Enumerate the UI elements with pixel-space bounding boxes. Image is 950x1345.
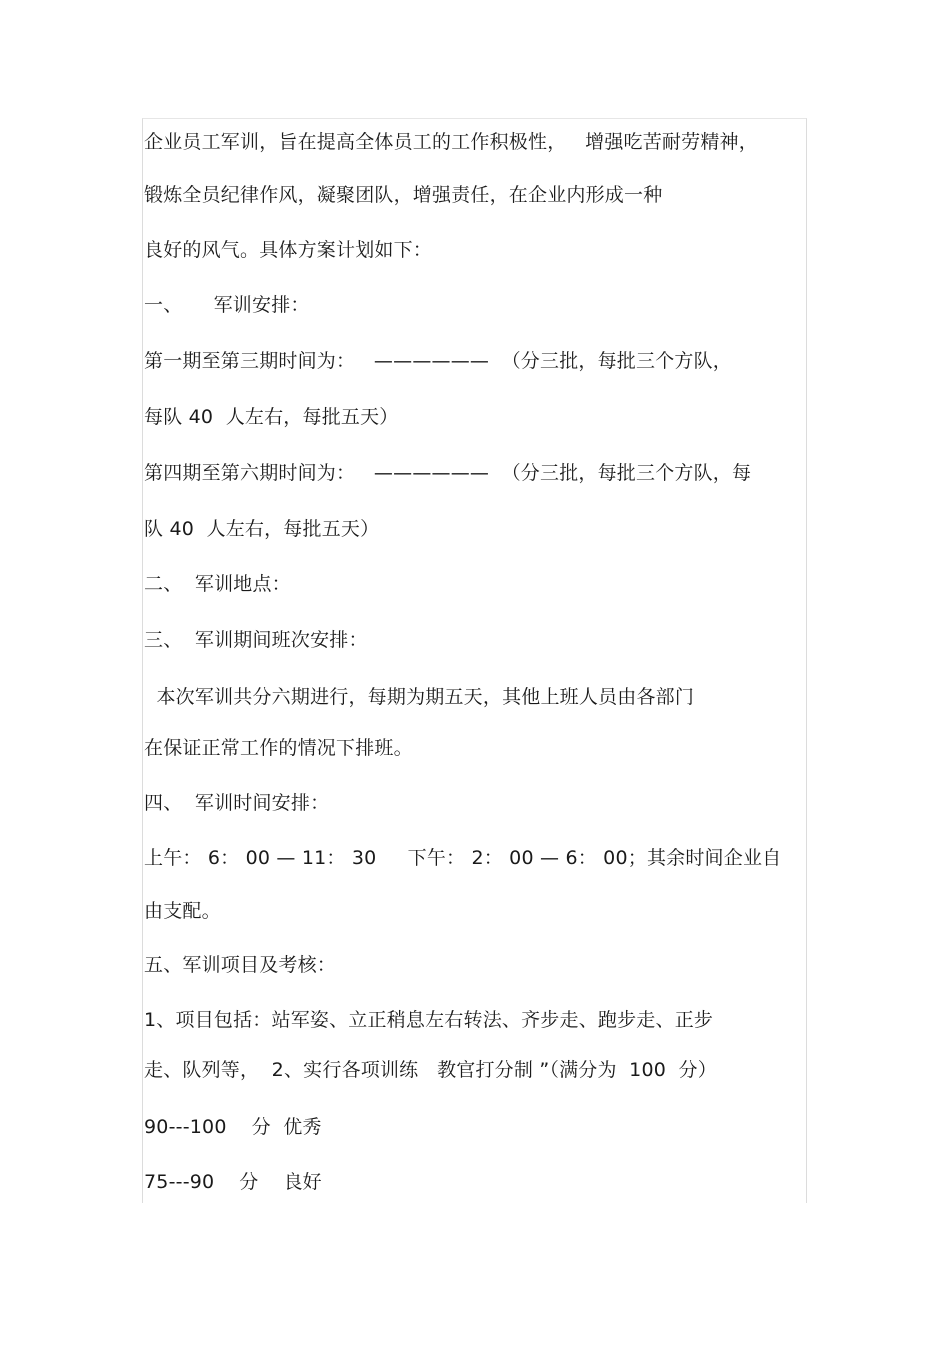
items-line-1: 1、项目包括：站军姿、立正稍息左右转法、齐步走、跑步走、正步 (144, 1009, 714, 1031)
section-heading-items-assessment: 五、军训项目及考核： (144, 954, 337, 976)
paragraph-intro-line-3: 良好的风气。具体方案计划如下： (144, 239, 433, 261)
section-heading-location: 二、 军训地点： (144, 573, 291, 595)
section-heading-arrangement: 一、 军训安排： (144, 294, 310, 316)
schedule-period-4-6-line-1: 第四期至第六期时间为： —————— （分三批，每批三个方队，每 (144, 462, 752, 484)
paragraph-intro-line-1: 企业员工军训，旨在提高全体员工的工作积极性， 增强吃苦耐劳精神， (144, 131, 758, 153)
section-heading-shift-arrangement: 三、 军训期间班次安排： (144, 629, 368, 651)
section-heading-time-arrangement: 四、 军训时间安排： (144, 792, 330, 814)
daily-time-line-2: 由支配。 (144, 900, 221, 922)
items-line-2: 走、队列等， 2、实行各项训练 教官打分制 ”（满分为 100 分） (144, 1059, 717, 1081)
schedule-period-4-6-line-2: 队 40 人左右，每批五天） (144, 518, 380, 540)
shift-paragraph-line-2: 在保证正常工作的情况下排班。 (144, 737, 413, 759)
schedule-period-1-3-line-1: 第一期至第三期时间为： —————— （分三批，每批三个方队， (144, 350, 732, 372)
grade-excellent: 90---100 分 优秀 (144, 1116, 322, 1138)
schedule-period-1-3-line-2: 每队 40 人左右，每批五天） (144, 406, 399, 428)
daily-time-line-1: 上午： 6： 00 — 11： 30 下午： 2： 00 — 6： 00；其余时间企业自 (144, 847, 782, 869)
page-frame (142, 118, 807, 1203)
shift-paragraph-line-1: 本次军训共分六期进行，每期为期五天，其他上班人员由各部门 (144, 686, 695, 708)
grade-good: 75---90 分 良好 (144, 1171, 322, 1193)
paragraph-intro-line-2: 锻炼全员纪律作风，凝聚团队，增强责任，在企业内形成一种 (144, 184, 663, 206)
